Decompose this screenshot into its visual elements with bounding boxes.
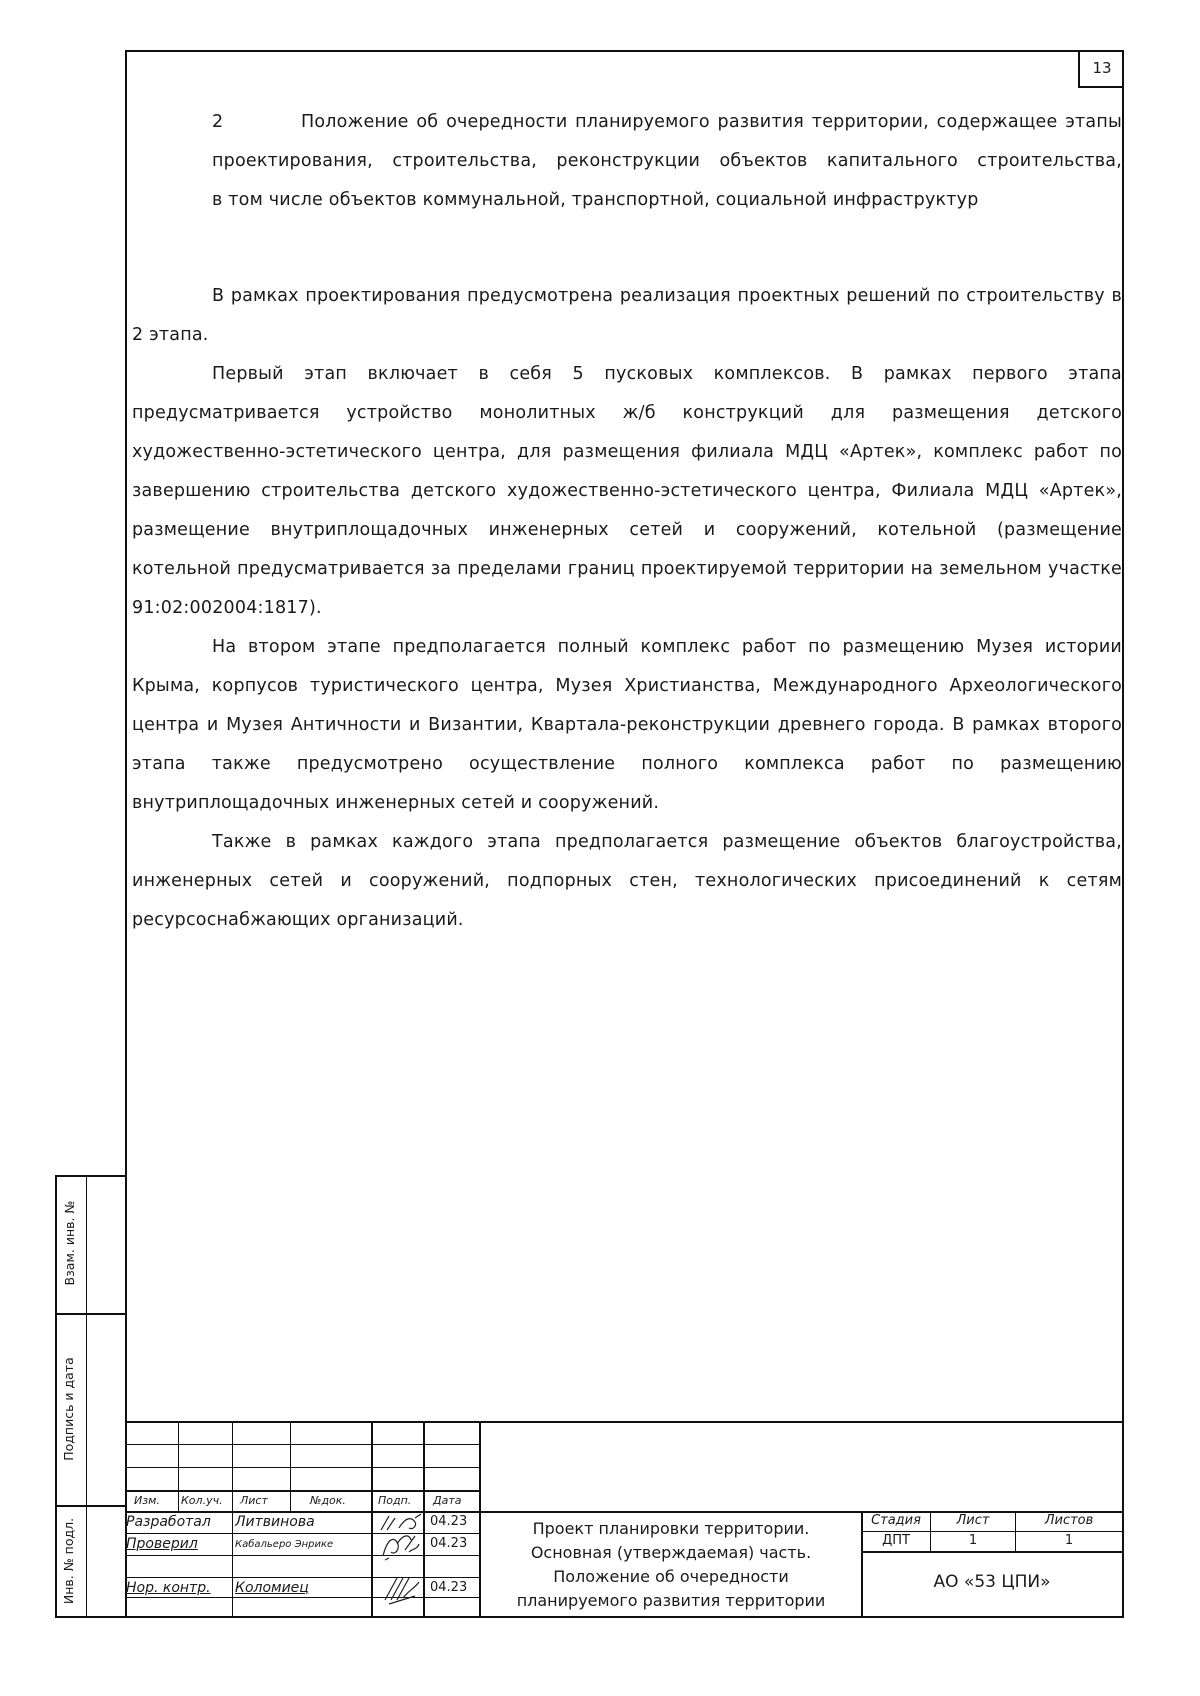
side-label-inv: Инв. № подл.: [61, 1517, 76, 1605]
row-role-normcontrol: Нор. контр.: [126, 1580, 211, 1596]
signature-3: [375, 1572, 427, 1606]
signature-2: [375, 1530, 427, 1562]
titleblock-top: [125, 1421, 1124, 1423]
row-name-proveril: Кабальеро Энрике: [235, 1539, 334, 1550]
row-role-razrabotal: Разработал: [126, 1514, 211, 1530]
section-title-line1: Положение об очередности планируемого развития территории, содержащее этапы: [300, 112, 1122, 132]
col-v2: [232, 1421, 233, 1616]
paragraph: Первый этап включает в себя 5 пусковых комплексов. В рамках первого этапа предусматривается устройство монолитных ж/б конструкций для размещения детского художественно-эстетического центра, для размещения филиала МДЦ «Артек», комплекс работ по завершению строительства детского художественно-эстетического центра, Филиала МДЦ «Артек», размещение внутриплощадочных инженерных сетей и сооружений, котельной (размещение котельной предусматривается за пределами границ проектируемой территории на земельном участке 91:02:002004:1817).: [132, 364, 1122, 618]
right-row2: [861, 1551, 1123, 1553]
section-title-line3: в том числе объектов коммунальной, транспортной, социальной инфраструктур: [212, 190, 979, 210]
row-role-proveril: Проверил: [126, 1536, 198, 1552]
paragraph: В рамках проектирования предусмотрена реализация проектных решений по строительству в 2 этапа.: [132, 286, 1122, 345]
organization: АО «53 ЦПИ»: [933, 1572, 1051, 1592]
doc-title-line1: Проект планировки территории.: [532, 1519, 810, 1538]
right-row1: [861, 1531, 1123, 1532]
side-label-podpis: Подпись и дата: [61, 1357, 76, 1461]
col-v6: [479, 1421, 481, 1616]
doc-title-line4: планируемого развития территории: [516, 1591, 826, 1610]
side-stamp-sep1: [55, 1313, 127, 1315]
row-date-proveril: 04.23: [430, 1536, 468, 1551]
section-number: 2: [212, 112, 224, 132]
sheets-label: Листов: [1044, 1513, 1094, 1528]
header-podp: Подп.: [378, 1494, 412, 1507]
header-koluch: Кол.уч.: [181, 1494, 223, 1507]
side-stamp-outer: [55, 1175, 57, 1618]
row-name-razrabotal: Литвинова: [235, 1514, 315, 1530]
body-text: [132, 277, 1122, 940]
sheet-value: 1: [968, 1533, 978, 1548]
paragraph: Также в рамках каждого этапа предполагается размещение объектов благоустройства, инженерных сетей и сооружений, подпорных стен, технологических присоединений к сетям ресурсоснабжающих организаций.: [132, 832, 1122, 930]
stage-label: Стадия: [871, 1513, 921, 1528]
header-ndok: №док.: [310, 1494, 346, 1507]
section-heading: [132, 103, 1122, 220]
col-v1: [178, 1421, 179, 1511]
side-stamp-top: [55, 1175, 127, 1177]
frame-bottom: [55, 1616, 1124, 1618]
row-date-normcontrol: 04.23: [430, 1580, 468, 1595]
doc-title-line2: Основная (утверждаемая) часть.: [530, 1543, 812, 1562]
doc-title-line3: Положение об очередности: [553, 1567, 789, 1586]
page-number: 13: [1078, 50, 1124, 88]
paragraph: На втором этапе предполагается полный комплекс работ по размещению Музея истории Крыма, корпусов туристического центра, Музея Христианства, Международного Археологического центра и Музея Античности и Византии, Квартала-реконструкции древнего города. В рамках второго этапа также предусмотрено осуществление полного комплекса работ по размещению внутриплощадочных инженерных сетей и сооружений.: [132, 637, 1122, 813]
frame-left: [125, 50, 127, 1618]
col-v3: [290, 1421, 291, 1511]
header-list: Лист: [240, 1494, 268, 1507]
col-v4: [371, 1421, 373, 1616]
sheet-label: Лист: [956, 1513, 990, 1528]
frame-top: [125, 50, 1124, 52]
row-date-razrabotal: 04.23: [430, 1514, 468, 1529]
doc-title: [482, 1517, 860, 1613]
row-name-normcontrol: Коломиец: [235, 1580, 309, 1596]
section-title-line2: проектирования, строительства, реконструкции объектов капитального строительства,: [212, 151, 1122, 171]
sheets-value: 1: [1064, 1533, 1074, 1548]
header-data: Дата: [433, 1494, 462, 1507]
side-stamp-divider: [86, 1175, 87, 1618]
stage-value: ДПТ: [882, 1533, 910, 1548]
header-izm: Изм.: [134, 1494, 160, 1507]
frame-right: [1122, 50, 1124, 1618]
side-label-vzam: Взам. инв. №: [62, 1200, 77, 1286]
